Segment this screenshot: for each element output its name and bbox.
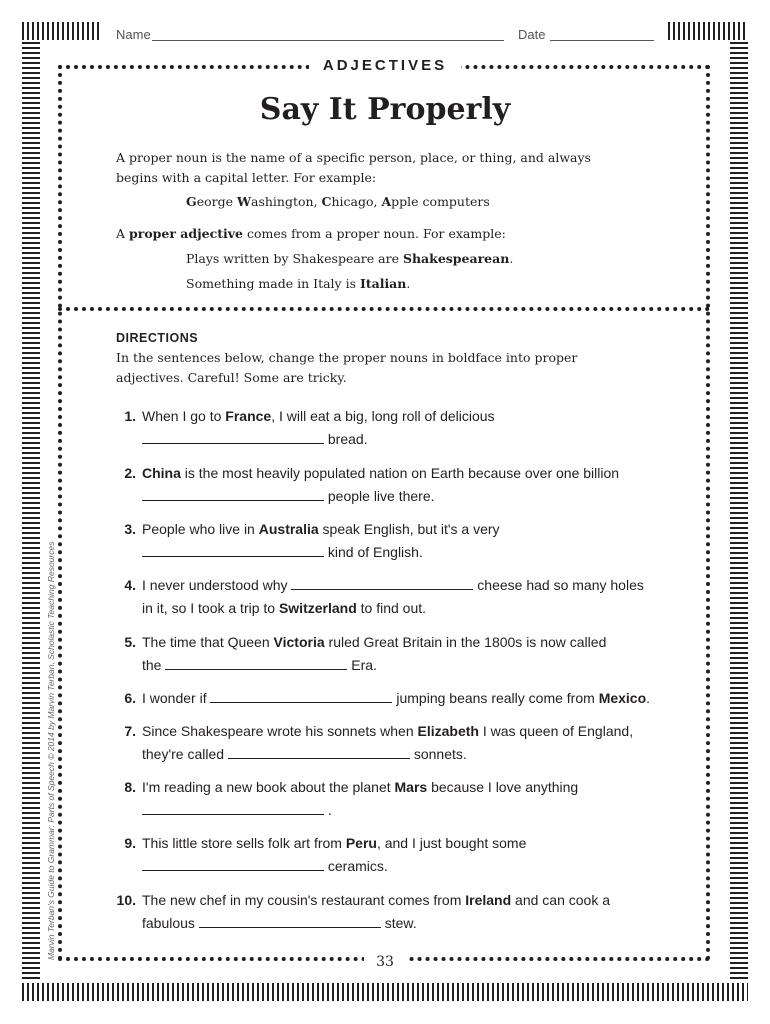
- adjective-example-1: Plays written by Shakespeare are Shakespearean.: [186, 251, 514, 266]
- answer-blank-10[interactable]: [199, 915, 381, 928]
- border-bottom-bars: [22, 983, 748, 1001]
- name-field[interactable]: [152, 40, 504, 41]
- answer-blank-1[interactable]: [142, 431, 324, 444]
- page-title: Say It Properly: [259, 92, 511, 127]
- date-field[interactable]: [550, 40, 654, 41]
- answer-blank-9[interactable]: [142, 858, 324, 871]
- border-left-bars: [22, 42, 40, 981]
- proper-noun-examples: George Washington, Chicago, Apple computers: [186, 194, 490, 209]
- proper-adjective-definition: A proper adjective comes from a proper noun. For example:: [116, 226, 506, 241]
- border-right-bars: [730, 42, 748, 981]
- answer-blank-8[interactable]: [142, 802, 324, 815]
- copyright-credit: Marvin Terban's Guide to Grammar: Parts of Speech © 2014 by Marvin Terban, Scholastic Teaching Resources: [46, 541, 56, 960]
- name-label: Name: [116, 27, 151, 42]
- answer-blank-4[interactable]: [291, 577, 473, 590]
- answer-blank-2[interactable]: [142, 488, 324, 501]
- section-label: ADJECTIVES: [0, 55, 770, 74]
- directions-text: In the sentences below, change the proper nouns in boldface into proper adjectives. Careful! Some are tricky.: [116, 350, 578, 385]
- page-number: 33: [0, 951, 770, 970]
- intro-text: A proper noun is the name of a specific person, place, or thing, and always begins with a capital letter. For example:: [116, 150, 591, 185]
- answer-blank-7[interactable]: [228, 746, 410, 759]
- section-divider: [58, 307, 710, 311]
- directions-heading: DIRECTIONS: [116, 331, 199, 345]
- border-top-right-bars: [668, 22, 748, 40]
- adjective-example-2: Something made in Italy is Italian.: [186, 276, 411, 291]
- border-top-left-bars: [22, 22, 102, 40]
- answer-blank-6[interactable]: [210, 690, 392, 703]
- answer-blank-5[interactable]: [165, 657, 347, 670]
- date-label: Date: [518, 27, 546, 42]
- answer-blank-3[interactable]: [142, 544, 324, 557]
